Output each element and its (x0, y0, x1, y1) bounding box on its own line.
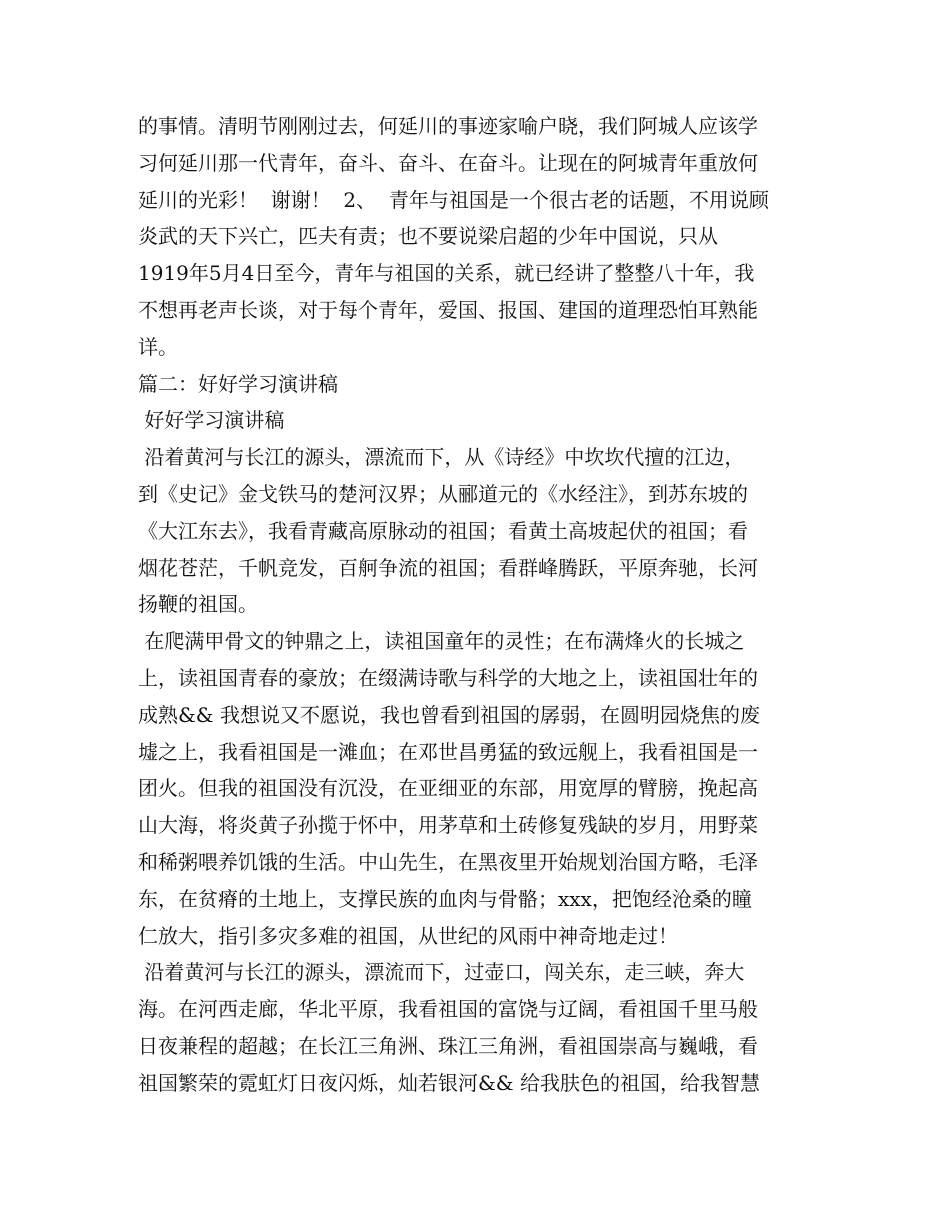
text-line: 海。在河西走廊，华北平原，我看祖国的富饶与辽阔，看祖国千里马般 (138, 997, 758, 1022)
text-line: 山大海，将炎黄子孙揽于怀中，用茅草和土砖修复残缺的岁月，用野菜 (138, 813, 758, 838)
text-line: 日夜兼程的超越；在长江三角洲、珠江三角洲，看祖国崇高与巍峨，看 (138, 1033, 758, 1058)
text-line: 和稀粥喂养饥饿的生活。中山先生，在黑夜里开始规划治国方略，毛泽 (138, 849, 758, 874)
text-line: 祖国繁荣的霓虹灯日夜闪烁，灿若银河&& 给我肤色的祖国，给我智慧 (138, 1070, 760, 1095)
text-line: 仁放大，指引多灾多难的祖国，从世纪的风雨中神奇地走过！ (138, 923, 678, 948)
text-line: 《大江东去》，我看青藏高原脉动的祖国；看黄土高坡起伏的祖国；看 (138, 518, 748, 543)
text-line: 1919年5月4日至今，青年与祖国的关系，就已经讲了整整八十年，我 (138, 261, 755, 286)
document-body-text (138, 108, 828, 1102)
text-line: 到《史记》金戈铁马的楚河汉界；从郦道元的《水经注》，到苏东坡的 (138, 481, 748, 506)
text-line: 习何延川那一代青年，奋斗、奋斗、在奋斗。让现在的阿城青年重放何 (138, 150, 758, 175)
text-line: 沿着黄河与长江的源头，漂流而下，过壶口，闯关东，走三峡，奔大 (138, 960, 745, 985)
text-line: 上，读祖国青春的豪放；在缀满诗歌与科学的大地之上，读祖国壮年的 (138, 665, 758, 690)
text-line: 不想再老声长谈，对于每个青年，爱国、报国、建国的道理恐怕耳熟能 (138, 297, 758, 322)
text-line: 团火。但我的祖国没有沉没，在亚细亚的东部，用宽厚的臂膀，挽起高 (138, 776, 758, 801)
text-line: 的事情。清明节刚刚过去，何延川的事迹家喻户晓，我们阿城人应该学 (138, 114, 758, 138)
text-line: 详。 (138, 334, 178, 359)
text-line: 成熟&& 我想说又不愿说，我也曾看到祖国的孱弱，在圆明园烧焦的废 (138, 702, 760, 727)
text-line: 延川的光彩！ 谢谢！ 2、 青年与祖国是一个很古老的话题，不用说顾 (138, 187, 769, 212)
speech-title: 好好学习演讲稿 (138, 408, 285, 433)
text-line: 东，在贫瘠的土地上，支撑民族的血肉与骨骼；xxx，把饱经沧桑的瞳 (138, 886, 752, 911)
section-heading: 篇二：好好学习演讲稿 (138, 371, 338, 396)
text-line: 烟花苍茫，千帆竞发，百舸争流的祖国；看群峰腾跃，平原奔驰，长河 (138, 555, 758, 580)
text-line: 沿着黄河与长江的源头，漂流而下，从《诗经》中坎坎代擅的江边， (138, 445, 745, 470)
text-line: 扬鞭的祖国。 (138, 592, 258, 617)
text-line: 炎武的天下兴亡，匹夫有责；也不要说梁启超的少年中国说，只从 (138, 224, 718, 249)
text-line: 在爬满甲骨文的钟鼎之上，读祖国童年的灵性；在布满烽火的长城之 (138, 629, 745, 654)
text-line: 墟之上，我看祖国是一滩血；在邓世昌勇猛的致远舰上，我看祖国是一 (138, 739, 758, 764)
